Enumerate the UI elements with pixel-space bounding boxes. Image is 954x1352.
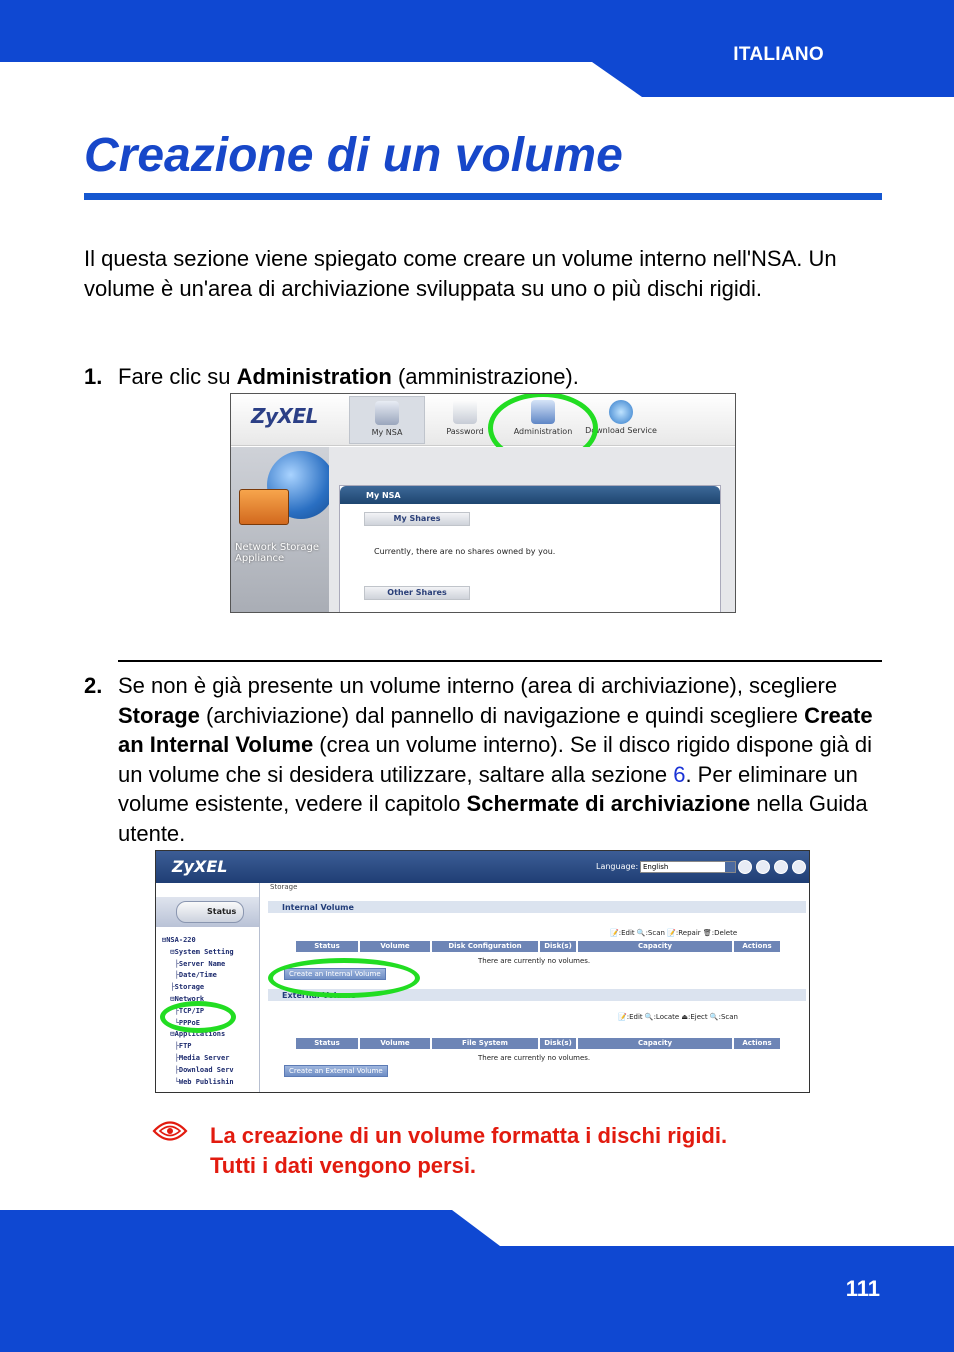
column-header: Disk(s) — [540, 941, 576, 952]
no-shares-message: Currently, there are no shares owned by you. — [374, 547, 556, 556]
highlight-circle — [268, 958, 420, 998]
download-icon — [609, 400, 633, 424]
zyxel-logo: ZyXEL — [251, 404, 318, 428]
tab-label: Download Service — [585, 426, 657, 435]
text: Se non è già presente un volume interno (area di archiviazione), scegliere — [118, 673, 838, 698]
warning-note — [210, 1121, 890, 1181]
screenshot-storage — [155, 850, 810, 1093]
column-header: Volume — [360, 941, 430, 952]
nas-device-icon — [239, 489, 289, 525]
column-header: Status — [296, 1038, 358, 1049]
text: . Per eliminare un volume esistente, vedere il capitolo — [118, 761, 858, 816]
other-shares-button[interactable]: Other Shares — [364, 586, 470, 600]
language-select[interactable]: English — [640, 861, 736, 873]
create-internal-volume-button[interactable]: Create an Internal Volume — [284, 968, 386, 980]
footer-band — [0, 1210, 954, 1352]
tab-label: Administration — [513, 427, 573, 436]
my-shares-button[interactable]: My Shares — [364, 512, 470, 526]
column-header: Actions — [734, 941, 780, 952]
section-link[interactable]: 6 — [673, 761, 686, 787]
text: Fare clic su — [118, 364, 237, 389]
nsa-main — [329, 447, 735, 613]
tab-label: My NSA — [371, 428, 403, 437]
my-nsa-panel — [339, 485, 721, 613]
warning-line: La creazione di un volume formatta i dischi rigidi. — [210, 1123, 728, 1148]
language-label: Language: — [596, 862, 639, 871]
navigation-tree[interactable]: ⊟NSA-220 ⊟System Setting ├Server Name ├Date/Time ├Storage ⊟Network ├TCP/IP └PPPoE ⊟Applications ├FTP ├Media Server ├Download Serv └Web Publishin — [162, 936, 234, 1086]
password-icon — [453, 400, 477, 424]
step-number: 2. — [84, 673, 103, 698]
external-actions-legend: 📝:Edit 🔍:Locate ⏏:Eject 🔍:Scan — [618, 1013, 738, 1021]
text: (amministrazione). — [391, 364, 579, 389]
column-header: Status — [296, 941, 358, 952]
step-number: 1. — [84, 364, 103, 389]
navigation-panel — [156, 883, 260, 1093]
screenshot-administration — [230, 393, 736, 613]
external-volume-header: External Volume — [268, 989, 806, 1001]
help-icon[interactable] — [738, 860, 752, 874]
tab-label: Password — [446, 427, 484, 436]
column-header: Actions — [734, 1038, 780, 1049]
nsa-header — [156, 851, 809, 883]
document-icon[interactable] — [756, 860, 770, 874]
breadcrumb: Storage — [270, 883, 298, 891]
intro-paragraph: Il questa sezione viene spiegato come creare un volume interno nell'NSA. Un volume è un'area di archiviazione sviluppata su uno o più dischi rigidi. — [84, 246, 837, 301]
column-header: File System — [432, 1038, 538, 1049]
my-nsa-icon — [375, 401, 399, 425]
panel-title: My NSA — [340, 486, 720, 504]
create-external-volume-button[interactable]: Create an External Volume — [284, 1065, 388, 1077]
step-text — [118, 671, 884, 848]
appliance-sidebar — [231, 447, 329, 613]
nsa-header — [231, 394, 735, 446]
text: (crea un volume interno). Se il disco rigido dispone già di un volume che si desidera utilizzare, saltare alla sezione — [118, 732, 873, 787]
ui-term: Administration — [236, 364, 392, 389]
step-2 — [84, 671, 884, 848]
tab-my-nsa[interactable] — [349, 396, 425, 444]
info-icon[interactable] — [774, 860, 788, 874]
language-label: ITALIANO — [733, 44, 824, 65]
column-header: Volume — [360, 1038, 430, 1049]
text: (archiviazione) dal pannello di navigazione e quindi scegliere — [199, 702, 805, 728]
page-title: Creazione di un volume — [84, 129, 623, 182]
status-tab[interactable]: Status — [176, 901, 244, 923]
eye-warning-icon — [152, 1120, 188, 1142]
highlight-circle — [160, 1001, 236, 1033]
empty-message: There are currently no volumes. — [478, 1054, 591, 1062]
section-divider — [118, 660, 882, 662]
text: nella Guida utente. — [118, 791, 868, 846]
step-1 — [84, 362, 884, 392]
logout-icon[interactable] — [792, 860, 806, 874]
zyxel-logo: ZyXEL — [172, 857, 228, 876]
internal-volume-header: Internal Volume — [268, 901, 806, 913]
appliance-label: Network Storage Appliance — [235, 542, 320, 564]
column-header: Disk(s) — [540, 1038, 576, 1049]
internal-actions-legend: 📝:Edit 🔍:Scan 📝:Repair 🗑:Delete — [610, 929, 738, 937]
title-underline — [84, 193, 882, 200]
ui-term: Storage — [118, 702, 200, 728]
ui-term: Create an Internal Volume — [118, 702, 873, 757]
column-header: Capacity — [578, 1038, 732, 1049]
page-number: 111 — [845, 1276, 880, 1301]
warning-line: Tutti i dati vengono persi. — [210, 1153, 477, 1178]
ui-term: Schermate di archiviazione — [466, 791, 751, 816]
step-text — [118, 362, 884, 392]
empty-message: There are currently no volumes. — [478, 957, 591, 965]
column-header: Capacity — [578, 941, 732, 952]
column-header: Disk Configuration — [432, 941, 538, 952]
